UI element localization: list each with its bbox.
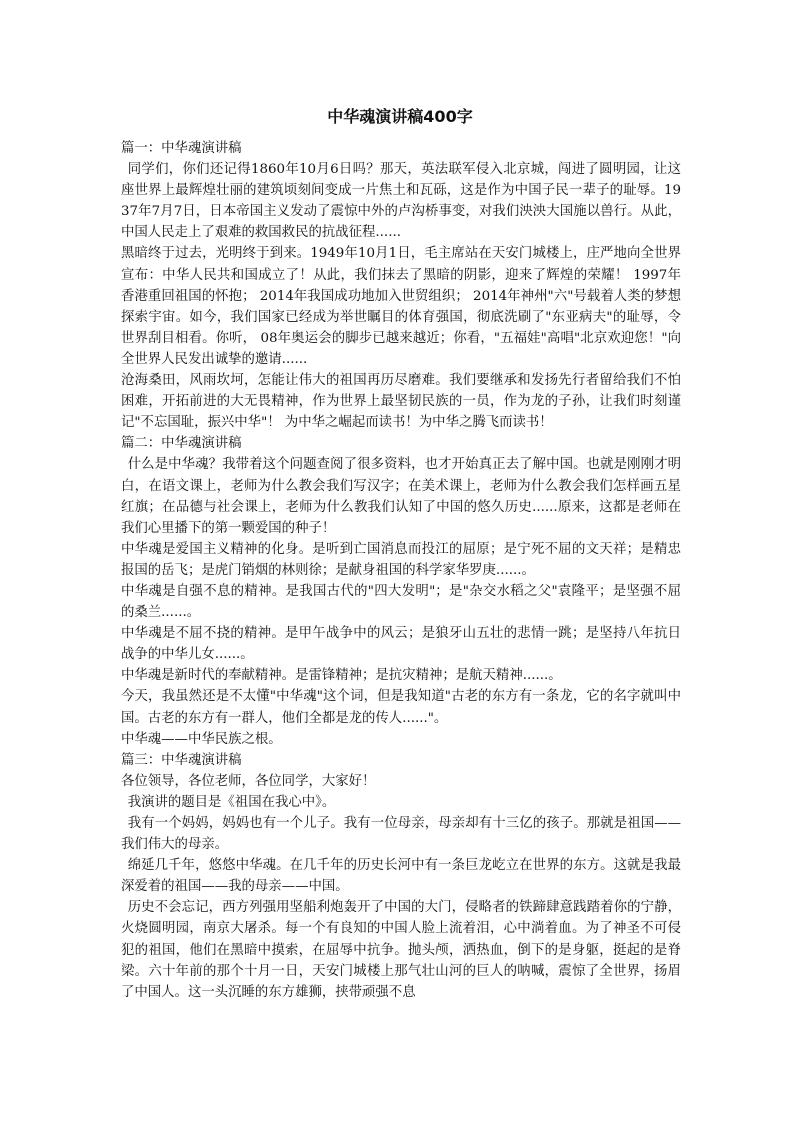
paragraph: 中华魂——中华民族之根。: [121, 731, 282, 747]
document-body: [121, 138, 681, 1003]
paragraph: 绵延几千年，悠悠中华魂。在几千年的历史长河中有一条巨龙屹立在世界的东方。这就是我最深爱着的祖国——我的母亲——中国。: [121, 858, 681, 895]
section-heading: 篇三：中华魂演讲稿: [121, 752, 242, 768]
paragraph: 中华魂是爱国主义精神的化身。是听到亡国消息而投江的屈原；是宁死不屈的文天祥；是精忠报国的岳飞；是虎门销烟的林则徐；是献身祖国的科学家华罗庚......。: [121, 541, 681, 578]
document-title: 中华魂演讲稿400字: [327, 107, 473, 126]
section-heading: 篇一：中华魂演讲稿: [121, 141, 242, 156]
paragraph: 中华魂是不屈不挠的精神。是甲午战争中的风云；是狼牙山五壮的悲情一跳；是坚持八年抗日战争的中华儿女......。: [121, 626, 681, 663]
paragraph: 今天，我虽然还是不太懂"中华魂"这个词，但是我知道"古老的东方有一条龙，它的名字就叫中国。古老的东方有一群人，他们全都是龙的传人......"。: [121, 689, 681, 726]
paragraph: 我演讲的题目是《祖国在我心中》。: [127, 794, 336, 810]
paragraph: 沧海桑田，风雨坎坷，怎能让伟大的祖国再历尽磨难。我们要继承和发扬先行者留给我们不怕困难，开拓前进的大无畏精神，作为世界上最坚韧民族的一员，作为龙的子孙，让我们时刻谨记"不忘国耻，振兴中华"！ 为中华之崛起而读书！为中华之腾飞而读书！: [121, 373, 681, 431]
paragraph: 我有一个妈妈，妈妈也有一个儿子。我有一位母亲，母亲却有十三亿的孩子。那就是祖国——我们伟大的母亲。: [121, 816, 681, 853]
paragraph: 历史不会忘记，西方列强用坚船利炮轰开了中国的大门，侵略者的铁蹄肆意践踏着你的宁静，火烧圆明园，南京大屠杀。每一个有良知的中国人脸上流着泪，心中淌着血。为了神圣不可侵犯的祖国，他们在黑暗中摸索，在屈辱中抗争。抛头颅，洒热血，倒下的是身躯，挺起的是脊梁。六十年前的那个十月一日，天安门城楼上那气壮山河的巨人的呐喊，震惊了全世界，扬眉了中国人。这一头沉睡的东方雄狮，挟带顽强不息: [121, 900, 681, 1000]
paragraph: 各位领导，各位老师，各位同学，大家好！: [121, 773, 376, 789]
section-heading: 篇二：中华魂演讲稿: [121, 436, 242, 452]
paragraph: 什么是中华魂？我带着这个问题查阅了很多资料，也才开始真正去了解中国。也就是刚刚才明白，在语文课上，老师为什么教会我们写汉字；在美术课上，老师为什么教会我们怎样画五星红旗；在品德与社会课上，老师为什么教我们认知了中国的悠久历史......原来，这都是老师在我们心里播下的第一颗爱国的种子！: [121, 457, 681, 536]
paragraph: 中华魂是新时代的奉献精神。是雷锋精神；是抗灾精神；是航天精神......。: [121, 668, 562, 684]
paragraph: 同学们，你们还记得1860年10月6日吗？那天，英法联军侵入北京城，闯进了圆明园，让这座世界上最辉煌壮丽的建筑顷刻间变成一片焦土和瓦砾，这是作为中国子民一辈子的耻辱。1937年7月7日，日本帝国主义发动了震惊中外的卢沟桥事变，对我们泱泱大国施以兽行。从此，中国人民走上了艰难的救国救民的抗战征程......: [121, 162, 681, 241]
paragraph: 黑暗终于过去，光明终于到来。1949年10月1日，毛主席站在天安门城楼上，庄严地向全世界宣布：中华人民共和国成立了！从此，我们抹去了黑暗的阴影，迎来了辉煌的荣耀！ 1997年香港重回祖国的怀抱； 2014年我国成功地加入世贸组织； 2014年神州"六"号载着人类的梦想探索宇宙。如今，我们国家已经成为举世瞩目的体育强国，彻底洗刷了"东亚病夫"的耻辱，令世界刮目相看。你听， 08年奥运会的脚步已越来越近；你看，"五福娃"高唱"北京欢迎您！"向全世界人民发出诚挚的邀请......: [121, 246, 681, 367]
paragraph: 中华魂是自强不息的精神。是我国古代的"四大发明"；是"杂交水稻之父"袁隆平；是坚强不屈的桑兰......。: [121, 583, 681, 621]
